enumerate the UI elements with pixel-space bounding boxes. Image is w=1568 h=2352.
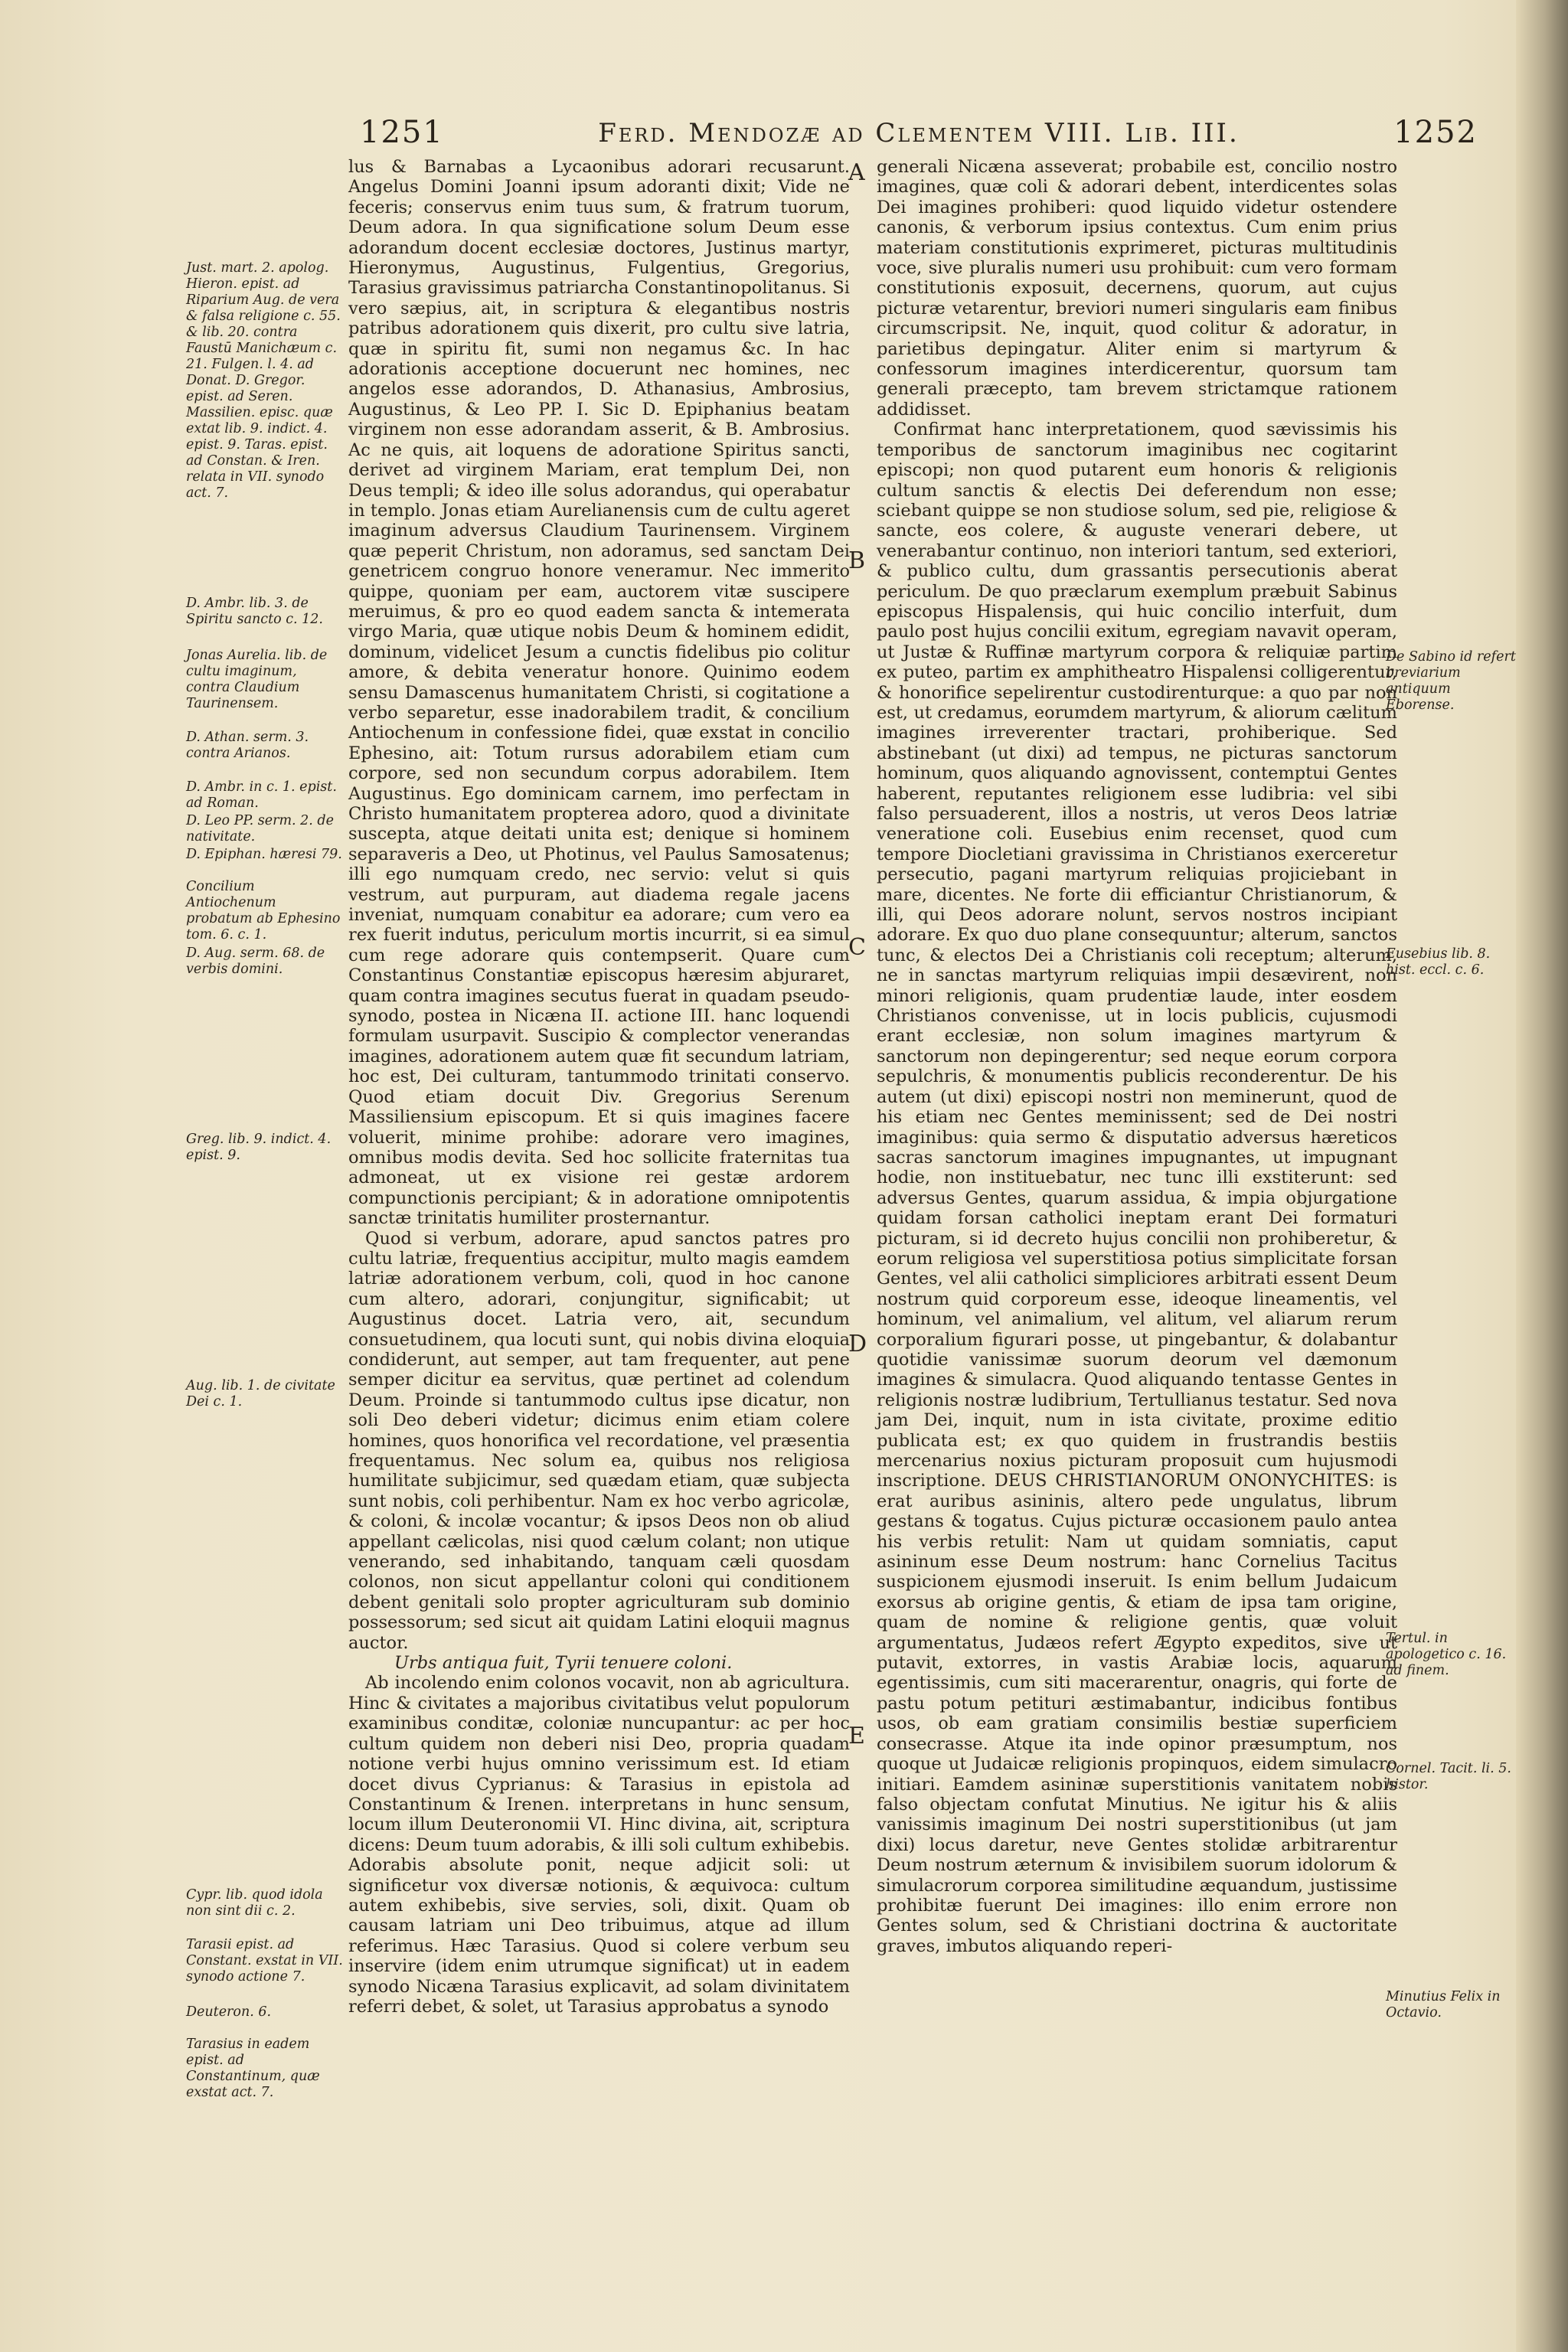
margin-note-left: Just. mart. 2. apolog. Hieron. epist. ad Riparium Aug. de vera & falsa religione c. 55. & lib. 20. contra Faustū Manichæum c. 21. Fulgen. l. 4. ad Donat. D. Gregor. epist. ad Seren. Massilien. episc. quæ extat lib. 9. indict. 4. epist. 9. Taras. epist. ad Constan. & Iren. relata in VII. synodo act. 7. [186,260,341,501]
margin-note-left: D. Aug. serm. 68. de verbis domini. [186,946,325,977]
margin-note-right: Tertul. in apologetico c. 16. ad finem. [1386,1631,1507,1678]
margin-note-left: Tarasii epist. ad Constant. exstat in VII. synodo actione 7. [186,1937,343,1984]
margin-note-left: Tarasius in eadem epist. ad Constantinum, quæ exstat act. 7. [186,2037,320,2100]
margin-note-left: Jonas Aurelia. lib. de cultu imaginum, contra Claudium Taurinensem. [186,648,328,711]
margin-note-right: De Sabino id refert breviarium antiquum Eborense. [1386,649,1516,713]
section-marker-b: B [848,547,866,574]
margin-note-right: Minutius Felix in Octavio. [1386,1989,1501,2020]
section-marker-d: D [848,1331,867,1357]
paragraph: Confirmat hanc interpretationem, quod sævissimis his temporibus de sanctorum imaginibus nec cogitarint episcopi; non quod putarent eum honoris & religionis cultum sanctis & electis Dei deferendum non esse; sciebant quippe se non studiose solum, sed pie, religiose & sancte, eos colere, & auguste venerari debere, ut venerabantur continuo, non interiori tantum, sed exteriori, & publico cultu, dum grassantis persecutionis aberat periculum. De quo præclarum exemplum præbuit Sabinus episcopus Hispalensis, qui huic concilio interfuit, dum paulo post hujus concilii exitum, egregiam navavit operam, ut Justæ & Ruffinæ martyrum corpora & reliquiæ partim ex puteo, partim ex amphitheatro Hispalensi colligerentur, & honorifice sepelirentur custodirenturque: a quo par non est, ut credamus, eorumdem martyrum, & aliorum cælitum imagines irreverenter tractari, prohiberique. Sed abstinebant (ut dixi) ad tempus, ne picturas sanctorum hominum, quos aliquando agnovissent, contemptui Gentes haberent, reputantes religionem esse ludibria: vel sibi falso persuaderent, illos a nostris, ut veros Deos latriæ veneratione coli. Eusebius enim recenset, quod cum tempore Diocletiani gravissima in Christianos exerceretur persecutio, pagani martyrum reliquias projiciebant in mare, dicentes. Ne forte dii efficiantur Christianorum, & illi, qui Deos adorare nolunt, servos nostros incipiant adorare. Ex quo duo plane consequuntur; alterum, sanctos tunc, & electos Dei a Christianis coli receptum; alterum, ne in sanctas martyrum reliquias impii desævirent, non minori religionis, quam prudentiæ laude, inter eosdem Christianos convenisse, ut in locis publicis, cujusmodi erant ecclesiæ, non solum imagines martyrum & sanctorum non depingerentur; sed neque eorum corpora sepulchris, & monumentis publicis reconderentur. De his autem (ut dixi) episcopi nostri non meminerunt, quod de his etiam nec Gentes meminissent; sed de Dei nostri imaginibus: quia sermo & disputatio adversus hæreticos sacras sanctorum imagines impugnantes, ut impugnant hodie, non instituebatur, nec tunc illi exstiterunt: sed adversus Gentes, quarum assidua, & impia objurgatione quidam forsan catholici ineptam erant Dei formaturi picturam, si id decreto hujus concilii non prohiberetur, & eorum religiosa vel superstitiosa potius simplicitate forsan Gentes, vel alii catholici simpliciores arbitrati essent Deum nostrum quid corporeum esse, ideoque lineamentis, vel hominum, vel animalium, vel alitum, vel aliarum rerum corporalium figurari posse, ut pingebantur, & dolabantur quotidie vanissimæ suorum deorum vel dæmonum imagines & simulacra. Quod aliquando tentasse Gentes in religionis nostræ ludibrium, Tertullianus testatur. Sed nova jam Dei, inquit, num in ista civitate, proxime editio publicata est; ex quo quidem in frustrandis bestiis mercenarius noxius picturam proposuit cum hujusmodi inscriptione. DEUS CHRISTIANORUM ONONYCHITES: is erat auribus asininis, altero pede ungulatus, librum gestans & togatus. Cujus picturæ occasionem paulo antea his verbis retulit: Nam ut quidam somniatis, caput asininum esse Deum nostrum: hanc Cornelius Tacitus suspicionem ejusmodi inseruit. Is enim bellum Judaicum exorsus ab origine gentis, & etiam de ipsa tam origine, quam de nomine & religione gentis, quæ voluit argumentatus, Judæos refert Ægypto expeditos, sive ut putavit, extorres, in vastis Arabiæ locis, aquarum egentissimis, cum siti macerarentur, onagris, qui forte de pastu potum petituri æstimabantur, indicibus fontibus usos, ob eam gratiam consimilis bestiæ superficiem consecrasse. Atque ita inde opinor præsumptum, nos quoque ut Judaicæ religionis propinquos, eidem simulacro initiari. Eamdem asininæ superstitionis vanitatem nobis falso objectam confutat Minutius. Ne igitur his & aliis vanissimis imaginum Dei nostri superstitionibus (ut jam dixi) locus daretur, neve Gentes stolidæ arbitrarentur Deum nostrum æternum & invisibilem suorum idolorum & simulacrorum corporea similitudine æquandum, justissime prohibitæ fuerunt Dei imagines: illo enim errore non Gentes solum, sed & Christiani doctrina & auctoritate graves, imbutos aliquando reperi- [877,420,1397,1956]
verse-quote: Urbs antiqua fuit, Tyrii tenuere coloni. [394,1653,733,1674]
margin-note-left: D. Leo PP. serm. 2. de nativitate. [186,813,334,844]
margin-note-left: Greg. lib. 9. indict. 4. epist. 9. [186,1132,332,1163]
book-gutter [1516,0,1568,2352]
margin-note-right: Eusebius lib. 8. hist. eccl. c. 6. [1386,946,1491,978]
margin-note-left: D. Ambr. in c. 1. epist. ad Roman. [186,779,337,811]
page-number-right: 1252 [1393,115,1478,150]
paragraph: Ab incolendo enim colonos vocavit, non ab agricultura. Hinc & civitates a majoribus civitatibus velut populorum examinibus conditæ, coloniæ nuncupantur: ac per hoc cultum quidem non deberi nisi Deo, propria quadam notione verbi hujus omnino verissimum est. Id etiam docet divus Cyprianus: & Tarasius in epistola ad Constantinum & Irenen. interpretans in hunc sensum, locum illum Deuteronomii VI. Hinc divina, ait, scriptura dicens: Deum tuum adorabis, & illi soli cultum exhibebis. Adorabis absolute ponit, neque adjicit soli: ut significetur vox diversæ notionis, & æquivoca: cultum autem exhibebis, sive servies, soli, dixit. Quam ob causam latriam uni Deo tribuimus, atque ad illum referimus. Hæc Tarasius. Quod si colere verbum seu inservire (idem enim utrumque significat) ut in eadem synodo Nicæna Tarasius explicavit, ad solam divinitatem referri debet, & solet, ut Tarasius approbatus a synodo [348,1673,850,2017]
text-column-left [348,157,850,2017]
paragraph: generali Nicæna asseverat; probabile est, concilio nostro imagines, quæ coli & adorari debent, interdicentes solas Dei imagines prohiberi: quod liquido videtur ostendere canonis, & verborum ipsius contextus. Cum enim prius materiam constitutionis exprimeret, picturas multitudinis voce, sive pluralis numeri usu prohibuit: cum vero formam constitutionis exposuit, decernens, quorum, aut cujus picturæ vetarentur, breviori numeri singularis eam finibus circumscripsit. Ne, inquit, quod colitur & adoratur, in parietibus depingatur. Aliter enim si martyrum & confessorum imagines interdicerentur, quorsum tam generali præcepto, tam brevem strictamque rationem addidisset. [877,157,1397,420]
margin-note-left: D. Ambr. lib. 3. de Spiritu sancto c. 12. [186,596,323,627]
margin-note-left: Concilium Antiochenum probatum ab Ephesino tom. 6. c. 1. [186,879,341,942]
margin-note-right: Cornel. Tacit. li. 5. histor. [1386,1761,1511,1792]
text-column-right [877,157,1397,1956]
margin-note-left: D. Athan. serm. 3. contra Arianos. [186,730,309,761]
running-title: Ferd. Mendozæ ad Clementem VIII. Lib. III. [598,118,1240,149]
section-marker-c: C [848,934,866,961]
margin-note-left: Cypr. lib. quod idola non sint dii c. 2. [186,1887,323,1919]
margin-note-left: Deuteron. 6. [186,2004,272,2020]
running-header [360,115,1478,161]
margin-note-left: D. Epiphan. hæresi 79. [186,847,342,862]
section-marker-e: E [848,1723,865,1749]
paragraph: Quod si verbum, adorare, apud sanctos patres pro cultu latriæ, frequentius accipitur, multo magis eamdem latriæ adorationem verbum, coli, quod in hoc canone cum altero, adorari, conjungitur, significabit; ut Augustinus docet. Latria vero, ait, secundum consuetudinem, qua locuti sunt, qui nobis divina eloquia condiderunt, aut semper, aut tam frequenter, aut pene semper dicitur ea servitus, quæ pertinet ad colendum Deum. Proinde si tantummodo cultus ipse dicatur, non soli Deo deberi videtur; dicimus enim etiam colere homines, quos honorifica vel recordatione, vel præsentia frequentamus. Nec solum ea, quibus nos religiosa humilitate subjicimur, sed quædam etiam, quæ subjecta sunt nobis, coli perhibentur. Nam ex hoc verbo agricolæ, & coloni, & incolæ vocantur; & ipsos Deos non ob aliud appellant cælicolas, nisi quod cælum colant; non utique venerando, sed inhabitando, tanquam cæli quosdam colonos, non sicut appellantur coloni qui conditionem debent genitali solo propter agriculturam sub dominio possessorum; sed sicut ait quidam Latini eloquii magnus auctor. [348,1228,850,1653]
page-number-left: 1251 [360,115,444,150]
section-marker-a: A [848,159,865,186]
margin-note-left: Aug. lib. 1. de civitate Dei c. 1. [186,1378,335,1410]
paragraph: lus & Barnabas a Lycaonibus adorari recusarunt. Angelus Domini Joanni ipsum adoranti dixit; Vide ne feceris; conservus enim tuus sum, & fratrum tuorum, Deum adora. In qua significatione solum Deum esse adorandum docent ecclesiæ doctores, Justinus martyr, Hieronymus, Augustinus, Fulgentius, Gregorius, Tarasius gravissimus patriarcha Constantinopolitanus. Si vero sæpius, ait, in scriptura & elegantibus nostris patribus adorationem quis dixerit, pro cultu sive latria, quæ in spiritu fit, sumi non negamus &c. In hac adorationis acceptione docuerunt nec homines, nec angelos esse adorandos, D. Athanasius, Ambrosius, Augustinus, & Leo PP. I. Sic D. Epiphanius beatam virginem non esse adorandam asserit, & B. Ambrosius. Ac ne quis, ait loquens de adoratione Spiritus sancti, derivet ad virginem Mariam, erat templum Dei, non Deus templi; & ideo ille solus adorandus, qui operabatur in templo. Jonas etiam Aurelianensis cum de cultu ageret imaginum adversus Claudium Taurinensem. Virginem quæ peperit Christum, non adoramus, sed sanctam Dei genetricem congruo honore veneramur. Nec immerito quippe, quoniam per eam, auctorem vitæ suscipere meruimus, & pro eo quod eadem sancta & intemerata virgo Maria, quæ utique nobis Deum & hominem edidit, dominum, videlicet Jesum a cunctis fidelibus pio colitur amore, & debita veneratur honore. Quinimo eodem sensu Damascenus humanitatem Christi, si cogitatione a verbo separetur, esse inadorabilem tradit, & concilium Antiochenum in confessione fidei, quæ exstat in concilio Ephesino, ait: Totum rursus adorabilem etiam cum corpore, sed non secundum corpus adorabilem. Item Augustinus. Ego dominicam carnem, imo perfectam in Christo humanitatem propterea adoro, quod a divinitate suscepta, atque deitati unita est; denique si hominem separaveris a Deo, ut Photinus, vel Paulus Samosatenus; illi ego numquam credo, nec servio: velut si quis vestrum, aut purpuram, aut diadema regale jacens inveniat, numquam conabitur ea adorare; cum vero ea rex fuerit indutus, periculum mortis incurrit, si ea simul cum rege adorare quis contempserit. Quare cum Constantinus Constantiæ episcopus hæresim abjuraret, quam contra imagines secutus fuerat in quadam pseudo-synodo, postea in Nicæna II. actione III. hanc loquendi formulam usurpavit. Suscipio & complector venerandas imagines, adorationem autem quæ fit secundum latriam, hoc est, Dei culturam, tantummodo trinitati conservo. Quod etiam docuit Div. Gregorius Serenum Massiliensium episcopum. Et si quis imagines facere voluerit, minime prohibe: adorare vero imagines, omnibus modis devita. Sed hoc sollicite fraternitas tua admoneat, ut ex visione rei gestæ ardorem compunctionis percipiant; & in adoratione omnipotentis sanctæ trinitatis humiliter prosternantur. [348,157,850,1229]
